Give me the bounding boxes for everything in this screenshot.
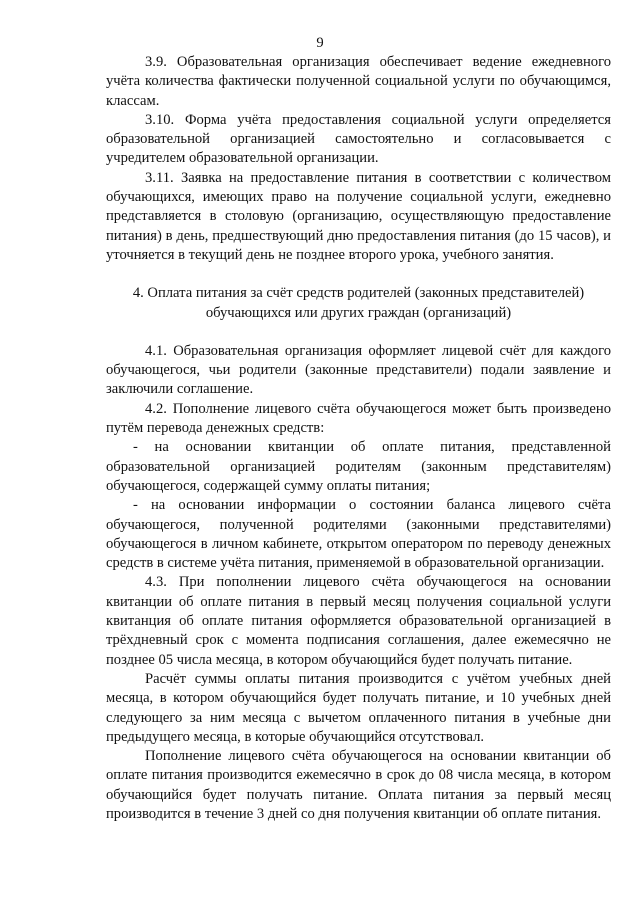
section-4-heading-line-2: обучающихся или других граждан (организаций) bbox=[205, 304, 512, 321]
list-item-receipt: - на основании квитанции об оплате питания, представленной образовательной организацией родителям (законным представителям) обучающегося, содержащей сумму оплаты питания; bbox=[106, 439, 611, 494]
section-4-heading bbox=[106, 284, 611, 323]
document-body bbox=[106, 53, 611, 824]
spacer bbox=[106, 323, 611, 342]
paragraph-3-9: 3.9. Образовательная организация обеспечивает ведение ежедневного учёта количества фактически полученной социальной услуги по обучающимся, классам. bbox=[106, 54, 611, 109]
paragraph-4-2: 4.2. Пополнение лицевого счёта обучающегося может быть произведено путём перевода денежных средств: bbox=[106, 400, 611, 437]
paragraph-payment-calculation: Расчёт суммы оплаты питания производится с учётом учебных дней месяца, в котором обучающийся будет получать питание, и 10 учебных дней следующего за ним месяца с вычетом оплаченного питания в учебные дни предыдущего месяца, в которые обучающийся отсутствовал. bbox=[106, 670, 611, 745]
spacer bbox=[106, 265, 611, 284]
paragraph-3-10: 3.10. Форма учёта предоставления социальной услуги определяется образовательной организацией самостоятельно и согласовывается с учредителем образовательной организации. bbox=[106, 111, 611, 167]
paragraph-4-1: 4.1. Образовательная организация оформляет лицевой счёт для каждого обучающегося, чьи родители (законные представители) подали заявление и заключили соглашение. bbox=[106, 342, 611, 398]
paragraph-3-11: 3.11. Заявка на предоставление питания в соответствии с количеством обучающихся, имеющих право на получение социальной услуги, ежедневно представляется в столовую (организацию, осуществляющую предоставление питания) в день, предшествующий дню предоставления питания (до 15 часов), и уточняется в текущий день не позднее второго урока, учебного занятия. bbox=[106, 169, 611, 263]
page-number: 9 bbox=[316, 35, 324, 51]
paragraph-4-3: 4.3. При пополнении лицевого счёта обучающегося на основании квитанции об оплате питания в первый месяц получения социальной услуги квитанция об оплате питания оформляется образовательной организацией в трёхдневный срок с момента подписания соглашения, далее ежемесячно не позднее 05 числа месяца, в котором обучающийся будет получать питание. bbox=[106, 574, 611, 668]
paragraph-account-topup: Пополнение лицевого счёта обучающегося на основании квитанции об оплате питания производится ежемесячно в срок до 08 числа месяца, в котором обучающийся будет получать питание. Оплата питания за первый месяц производится в течение 3 дней со дня получения квитанции об оплате питания. bbox=[106, 748, 611, 822]
list-item-personal-account: - на основании информации о состоянии баланса лицевого счёта обучающегося, полученной родителями (законными представителями) обучающегося в личном кабинете, открытом оператором по переводу денежных средств в системе учёта питания, применяемой в образовательной организации. bbox=[106, 497, 611, 572]
section-4-heading-line-1: 4. Оплата питания за счёт средств родителей (законных представителей) bbox=[132, 285, 585, 302]
